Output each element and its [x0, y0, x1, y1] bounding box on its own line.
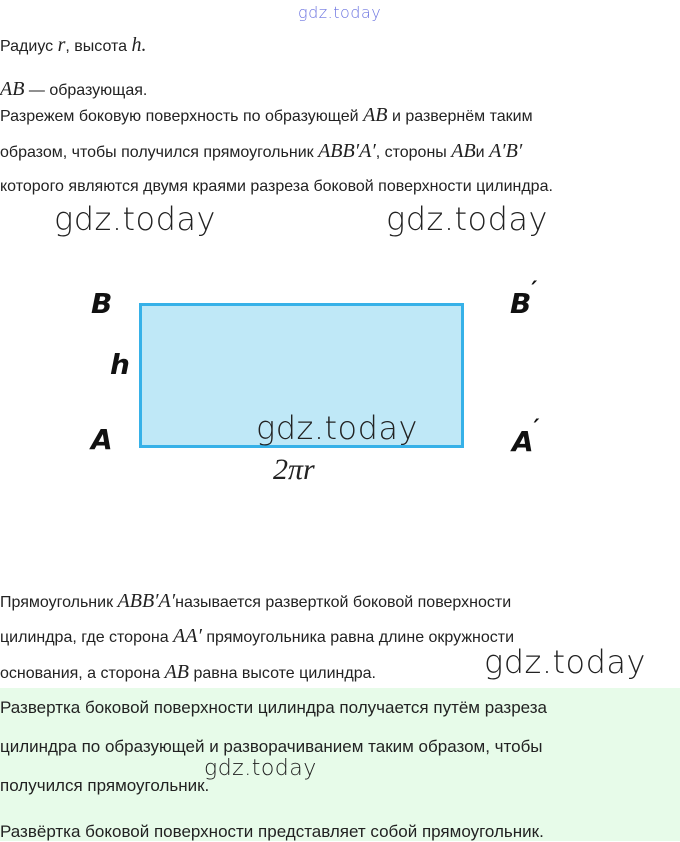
math-abba: ABB′A′: [117, 590, 176, 612]
intro-text-3: — образующая.: [24, 82, 148, 99]
watermark-left: gdz.today: [54, 200, 216, 238]
summary-line-3: получился прямоугольник.: [0, 776, 210, 795]
para1-line-2: [0, 140, 522, 163]
prime-mark: ′: [533, 416, 540, 441]
para1-text: и: [475, 144, 485, 161]
para1-text: , стороны: [375, 144, 447, 161]
para1-line-1: [0, 104, 533, 127]
para2-text: равна высоте цилиндра.: [193, 665, 376, 682]
watermark-top: gdz.today: [298, 3, 382, 22]
math-apbp: A′B′: [489, 140, 523, 162]
para2-line-2: [0, 625, 514, 648]
para1-text: Разрежем боковую поверхность по образующей: [0, 108, 359, 125]
label-2pir: 2πr: [273, 453, 315, 486]
watermark-para2: gdz.today: [484, 643, 646, 681]
intro-text-2: , высота: [65, 38, 128, 55]
para1-text: и развернём таким: [391, 108, 533, 125]
label-b-prime: [510, 278, 538, 320]
para2-text: прямоугольника равна длине окружности: [206, 629, 515, 646]
para2-line-1: [0, 590, 511, 613]
label-a: A: [91, 423, 113, 456]
development-figure: [0, 260, 680, 500]
para1-text: образом, чтобы получился прямоугольник: [0, 144, 314, 161]
para1-line-3: [0, 178, 553, 196]
label-a-prime-letter: A: [512, 425, 534, 458]
summary-line-1: Развертка боковой поверхности цилиндра получается путём разреза: [0, 698, 548, 717]
label-h: h: [110, 348, 130, 381]
watermark-right: gdz.today: [386, 200, 548, 238]
math-ab: AB: [451, 140, 476, 162]
prime-mark: ′: [531, 278, 538, 303]
summary-line-4: Развёртка боковой поверхности представляет собой прямоугольник.: [0, 822, 544, 841]
para2-text: называется разверткой боковой поверхности: [175, 594, 512, 611]
para1-text: которого являются двумя краями разреза боковой поверхности цилиндра.: [0, 178, 553, 195]
para2-line-3: [0, 661, 376, 684]
label-a-prime: [512, 416, 540, 458]
watermark-summary: gdz.today: [204, 756, 317, 781]
summary-line-2: цилиндра по образующей и разворачиванием таким образом, чтобы: [0, 737, 543, 756]
math-h: h.: [131, 34, 147, 56]
para2-text: цилиндра, где сторона: [0, 629, 169, 646]
math-ab: AB: [363, 104, 388, 126]
math-aa: AA′: [173, 625, 202, 647]
math-r: r: [57, 34, 66, 56]
label-b: B: [91, 287, 113, 320]
intro-text: Радиус: [0, 38, 54, 55]
intro-line-1: [0, 34, 147, 57]
para2-text: основания, а сторона: [0, 665, 161, 682]
intro-line-2: [0, 78, 147, 101]
math-abba: ABB′A′: [318, 140, 376, 162]
label-b-prime-letter: B: [510, 287, 532, 320]
math-ab: AB: [0, 78, 25, 100]
summary-highlight: [0, 688, 680, 841]
math-ab: AB: [164, 661, 189, 683]
para2-text: Прямоугольник: [0, 594, 114, 611]
watermark-figure: gdz.today: [256, 409, 418, 447]
